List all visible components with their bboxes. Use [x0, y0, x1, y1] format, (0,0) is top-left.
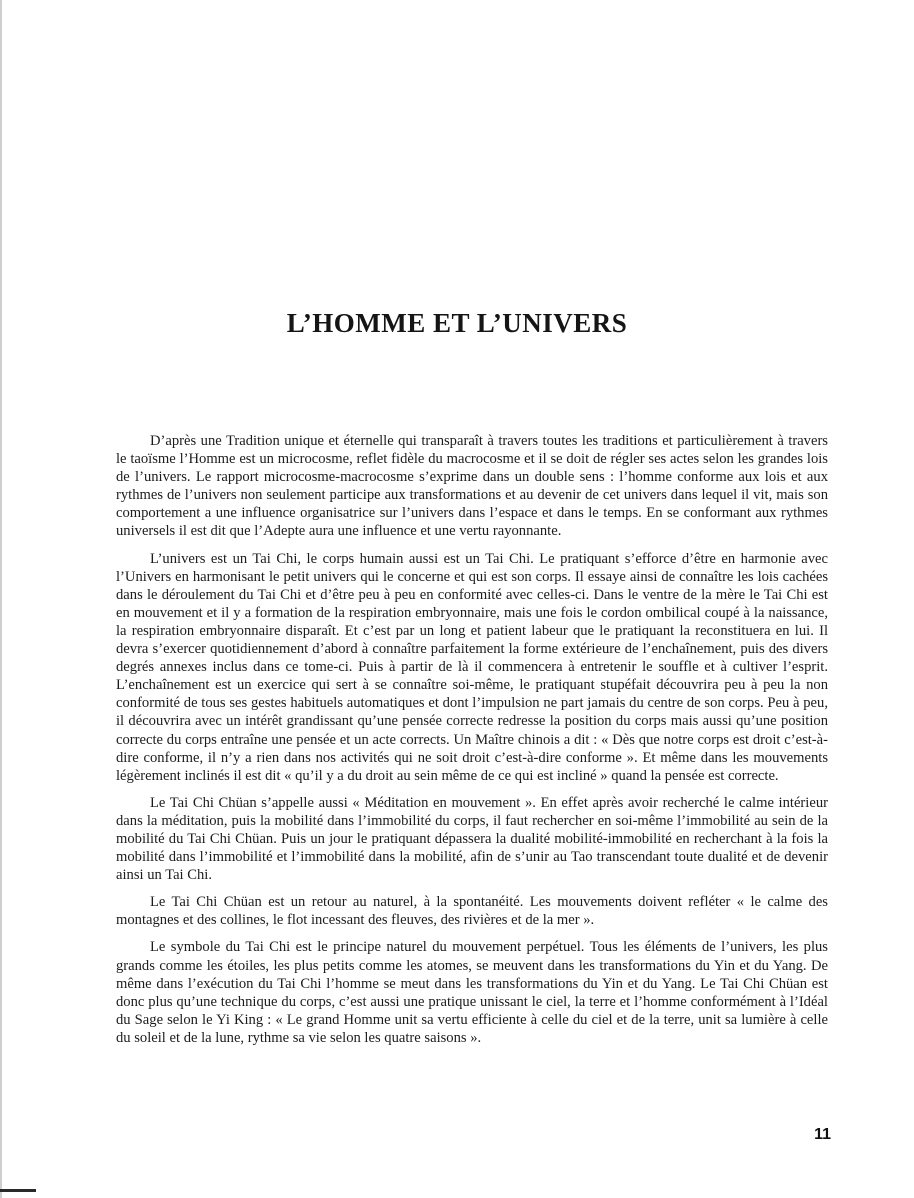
paragraph: Le Tai Chi Chüan est un retour au naturel, à la spontanéité. Les mouvements doivent refléter « le calme des montagnes et des collines, le flot incessant des fleuves, des rivières et de la mer ». [116, 894, 828, 929]
page-number: 11 [814, 1126, 831, 1143]
body-text [116, 432, 828, 1056]
paragraph: Le symbole du Tai Chi est le principe naturel du mouvement perpétuel. Tous les éléments de l’univers, les plus grands comme les étoiles, les plus petits comme les atomes, se meuvent dans les transformations du Yin et du Yang. De même dans l’exécution du Tai Chi l’homme se meut dans les transformations du Yin et du Yang. Le Tai Chi Chüan est donc plus qu’une technique du corps, c’est aussi une pratique unissant le ciel, la terre et l’homme conformément à l’Idéal du Sage selon le Yi King : « Le grand Homme unit sa vertu efficiente à celle du ciel et de la terre, unit sa lumière à celle du soleil et de la lune, rythme sa vie selon les quatre saisons ». [116, 939, 828, 1046]
paragraph: L’univers est un Tai Chi, le corps humain aussi est un Tai Chi. Le pratiquant s’efforce d’être en harmonie avec l’Univers en harmonisant le petit univers qui le concerne et qui est son corps. Il essaye ainsi de connaître les lois cachées dans le déroulement du Tai Chi et d’être peu à peu en conformité avec celles-ci. Dans le ventre de la mère le Tai Chi est en mouvement et il y a formation de la respiration embryonnaire, mais une fois le cordon ombilical coupé à la naissance, la respiration embryonnaire disparaît. Et c’est par un long et patient labeur que le pratiquant la reconstituera en lui. Il devra s’exercer quotidiennement d’abord à connaître parfaitement la forme extérieure de l’enchaînement, puis des divers degrés annexes inclus dans ce tome-ci. Puis à partir de là il commencera à entretenir le souffle et à cultiver l’esprit. L’enchaînement est un exercice qui sert à se connaître soi-même, le pratiquant stupéfait découvrira peu à peu la non conformité de tous ses gestes habituels automatiques et dont l’impulsion ne part jamais du centre de son corps. Peu à peu, il découvrira avec un intérêt grandissant qu’une pensée correcte redresse la position du corps mais aussi qu’une position correcte du corps entraîne une pensée et un acte corrects. Un Maître chinois a dit : « Dès que notre corps est droit c’est-à-dire conforme, il n’y a rien dans nos activités qui ne soit droit c’est-à-dire conforme ». Et même dans les mouvements légèrement inclinés il est dit « qu’il y a du droit au sein même de ce qui est incliné » quand la pensée est correcte. [116, 550, 828, 784]
scan-mark [0, 1189, 36, 1192]
paragraph: Le Tai Chi Chüan s’appelle aussi « Méditation en mouvement ». En effet après avoir recherché le calme intérieur dans la méditation, puis la mobilité dans l’immobilité du corps, il faut rechercher en soi-même l’immobilité au sein de la mobilité du Tai Chi Chüan. Puis un jour le pratiquant dépassera la dualité mobilité-immobilité en recherchant à la fois la mobilité dans l’immobilité et l’immobilité dans la mobilité, afin de s’unir au Tao transcendant toute dualité et de devenir ainsi un Tai Chi. [116, 794, 828, 884]
page-edge [0, 0, 2, 1198]
paragraph: D’après une Tradition unique et éternelle qui transparaît à travers toutes les traditions et particulièrement à travers le taoïsme l’Homme est un microcosme, reflet fidèle du macrocosme et il se doit de régler ses actes selon les grandes lois de l’univers. Le rapport microcosme-macrocosme s’exprime dans un double sens : l’homme conforme aux lois et aux rythmes de l’univers non seulement participe aux transformations et au devenir de cet univers dans lequel il vit, mais son comportement a une influence organisatrice sur l’univers dans l’espace et dans le temps. En se conformant aux rythmes universels il est dit que l’Adepte aura une influence et une vertu rayonnante. [116, 433, 828, 540]
page-title: L’HOMME ET L’UNIVERS [286, 308, 628, 338]
